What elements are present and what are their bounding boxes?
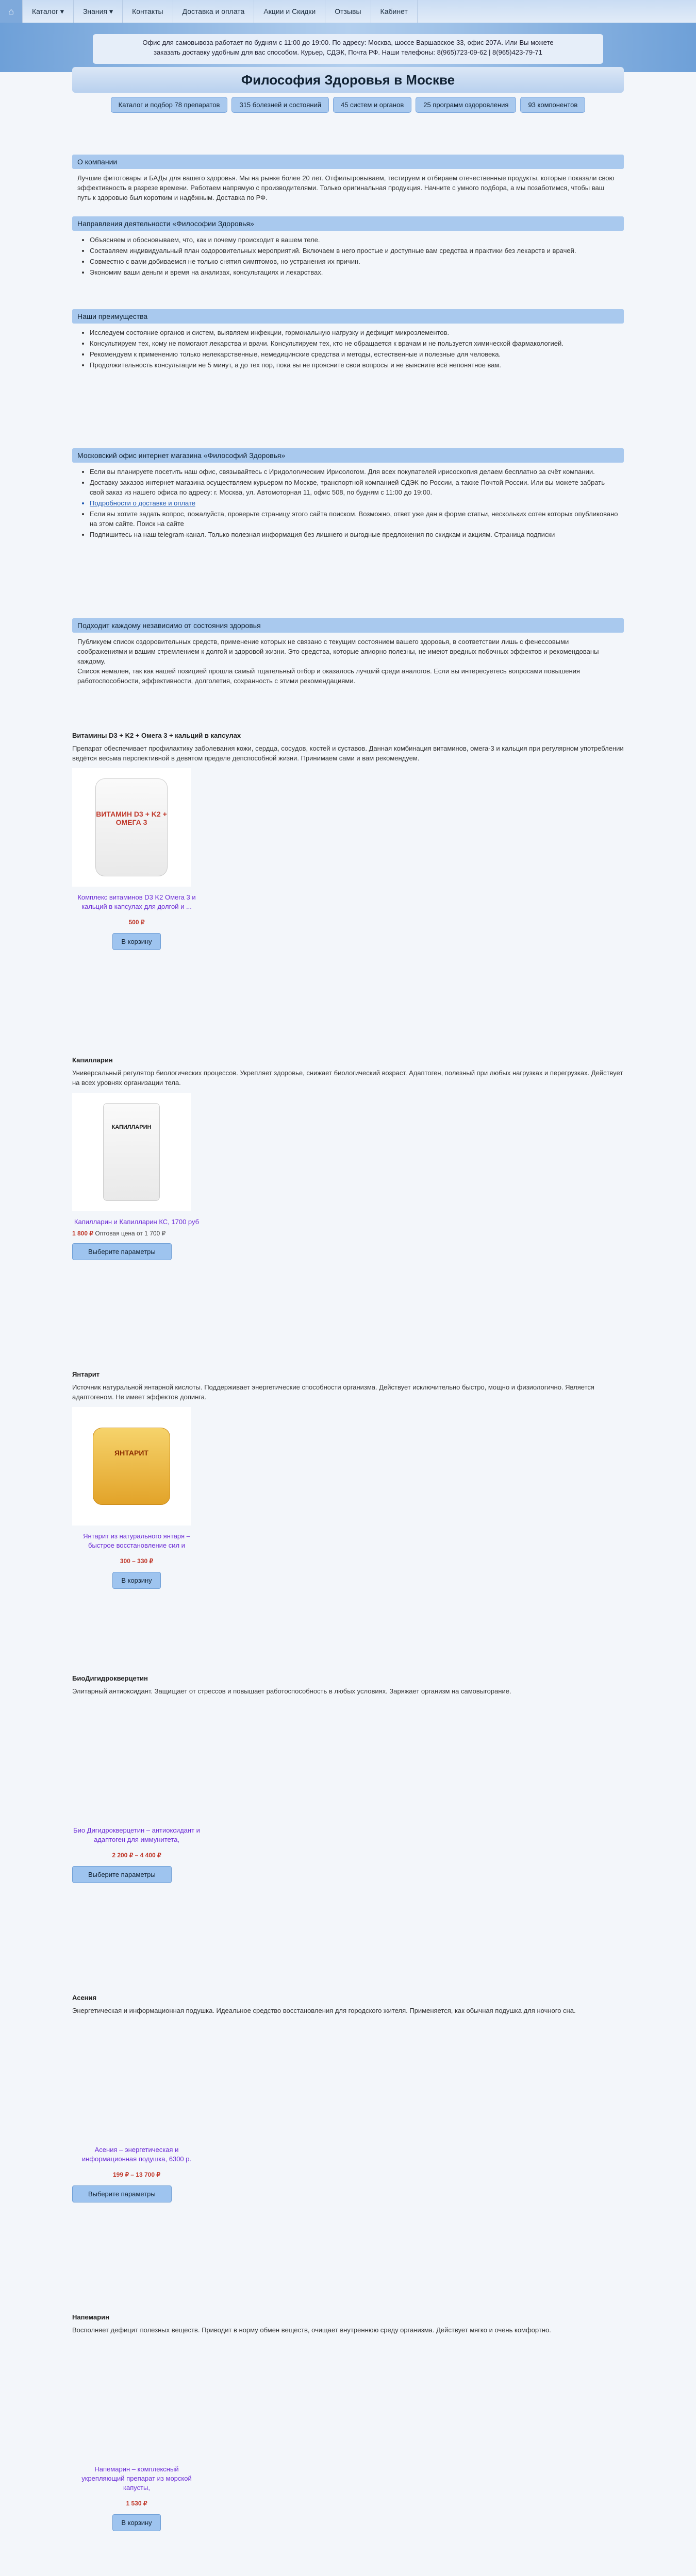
directions-section [72,216,624,282]
list-item: • Совместно с вами добиваемся не только снятия симптомов, но устранения их причин. [90,257,619,266]
top-navigation [0,0,696,23]
nav-delivery[interactable]: Доставка и оплата [173,0,255,23]
product-card [72,1674,624,1883]
product-description: Восполняет дефицит полезных веществ. Приводит в норму обмен веществ, очищает внутреннюю среду организма. Действует мягко и очень комфортно. [72,2326,551,2334]
product-price: 1 800 ₽ [72,1230,93,1237]
category-button[interactable]: 45 систем и органов [333,97,411,113]
product-card [72,2313,624,2531]
page-title: Философия Здоровья в Москве [72,67,624,93]
product-name: Напемарин [72,2313,109,2321]
section-heading: О компании [72,155,624,169]
product-description: Источник натуральной янтарной кислоты. Поддерживает энергетические способности организма. Действует исключительно быстро, мощно и физиологично. Является адаптогеном. Не имеет эффектов допинга. [72,1383,594,1401]
select-options-button[interactable]: Выберите параметры [72,1243,172,1260]
bottle-image: КАПИЛЛАРИН [103,1103,160,1201]
product-card [72,732,624,950]
bottle-image: ВИТАМИН D3 + K2 + ОМЕГА 3 [95,778,168,876]
product-link[interactable]: Напемарин – комплексный укрепляющий препарат из морской капусты, [81,2465,192,2492]
product-link[interactable]: Асения – энергетическая и информационная подушка, 6300 р. [81,2146,192,2163]
list-item: • Доставку заказов интернет-магазина осуществляем курьером по Москве, транспортной компанией СДЭК по России, а также Почтой России. Или вы можете забрать свой заказ из нашего офиса по адресу: г. Москва, ул. Автомоторная 11, офис 508, по будням с 11:00 до 19:00. [90,478,619,497]
selection-section [72,618,624,690]
chevron-down-icon: ▾ [60,7,64,15]
nav-catalog[interactable]: Каталог ▾ [23,0,74,23]
list-item: • Если вы хотите задать вопрос, пожалуйста, проверьте страницу этого сайта поиском. Возможно, ответ уже дан в форме статьи, нескольких сотен которых опубликовано на этом сайте. Поиск на сайте [90,509,619,529]
product-price: 2 200 ₽ – 4 400 ₽ [112,1852,161,1859]
product-description: Универсальный регулятор биологических процессов. Укрепляет здоровье, снижает биологический возраст. Адаптоген, полезный при любых нагрузках и перегрузках. Действует на всех уровнях организации тела. [72,1069,623,1087]
category-button[interactable]: 93 компонентов [520,97,585,113]
section-heading: Наши преимущества [72,309,624,324]
add-to-cart-button[interactable]: В корзину [112,1572,160,1589]
product-description: Препарат обеспечивает профилактику заболевания кожи, сердца, сосудов, костей и суставов. Данная комбинация витаминов, омега-3 и кальция при регулярном употреблении ведётся весьма перспективной в девятом пределе депспособной жизни. Принимаем сами и вам рекомендуем. [72,744,624,762]
select-options-button[interactable]: Выберите параметры [72,2185,172,2202]
section-text: Список немален, так как нашей позицией прошла самый тщательный отбор и оказалось лучший среди аналогов. Если вы интересуетесь вопросами повышения работоспособности, эффективности, долголетия, сохранность с этими рекомендациями. [77,667,580,685]
select-options-button[interactable]: Выберите параметры [72,1866,172,1883]
product-image[interactable] [72,1093,191,1211]
list-item: • Исследуем состояние органов и систем, выявляем инфекции, гормональную нагрузку и дефицит микроэлементов. [90,328,619,337]
section-heading: Подходит каждому независимо от состояния здоровья [72,618,624,633]
category-button[interactable]: 25 программ оздоровления [416,97,516,113]
nav-cabinet[interactable]: Кабинет [371,0,418,23]
list-item: • Рекомендуем к применению только нелекарственные, немедицинские средства и методы, естественные и полезные для человека. [90,349,619,359]
product-name: БиоДигидрокверцетин [72,1674,148,1682]
list-item: • Объясняем и обосновываем, что, как и почему происходит в вашем теле. [90,235,619,245]
delivery-link[interactable]: • Подробности о доставке и оплате [90,498,619,508]
section-text: Лучшие фитотовары и БАДы для вашего здоровья. Мы на рынке более 20 лет. Отфильтровываем, тестируем и отбираем отечественные продукты, которые показали свою эффективность в разрезе времени. Работаем напрямую с производителями. Только оригинальная продукция. Начните с умного подбора, а мы позаботимся, чтобы ваш путь к здоровью был коротким и надёжным. Доставка по РФ. [77,174,615,201]
list-item: • Продолжительность консультации не 5 минут, а до тех пор, пока вы не проясните свои вопросы и не выясните всё непонятное вам. [90,360,619,370]
product-link[interactable]: Капилларин и Капилларин КС, 1700 руб [74,1218,200,1226]
product-name: Капилларин [72,1056,113,1064]
product-link[interactable]: Био Дигидрокверцетин – антиоксидант и адаптоген для иммунитета, [73,1826,200,1843]
product-card [72,1056,624,1260]
list-item: • Консультируем тех, кому не помогают лекарства и врачи. Консультируем тех, кто не обращается к врачам и не пользуется химической фармакологией. [90,338,619,348]
list-item: • Составляем индивидуальный план оздоровительных мероприятий. Включаем в него простые и доступные вам средства и практики без лекарств и врачей. [90,246,619,256]
section-heading: Московский офис интернет магазина «Философий Здоровья» [72,448,624,463]
product-image[interactable] [72,768,191,887]
product-name: Асения [72,1994,97,2002]
product-image[interactable] [72,1407,191,1526]
office-section [72,448,624,545]
category-button[interactable]: 315 болезней и состояний [231,97,329,113]
nav-reviews[interactable]: Отзывы [325,0,371,23]
product-image[interactable] [72,1701,191,1820]
product-name: Янтарит [72,1370,100,1378]
product-name: Витамины D3 + K2 + Омега 3 + кальций в капсулах [72,732,241,739]
product-image[interactable] [72,2021,191,2139]
product-price: 199 ₽ – 13 700 ₽ [112,2171,160,2178]
wholesale-price: Оптовая цена от 1 700 ₽ [95,1230,166,1237]
nav-promotions[interactable]: Акции и Скидки [254,0,325,23]
product-price: 500 ₽ [128,919,145,926]
office-hours-note: Офис для самовывоза работает по будням с 11:00 до 19:00. По адресу: Москва, шоссе Варшавское 33, офис 207А. Или Вы можете заказать доставку удобным для вас способом. Курьер, СДЭК, Почта РФ. Наши телефоны: 8(965)723-09-62 | 8(965)423-79-71 [93,34,603,64]
product-link[interactable]: Янтарит из натурального янтаря – быстрое восстановление сил и [83,1532,190,1549]
product-description: Энергетическая и информационная подушка. Идеальное средство восстановления для городского жителя. Применяется, как обычная подушка для ночного сна. [72,2007,576,2014]
section-text: Публикуем список оздоровительных средств, применение которых не связано с текущим состоянием вашего здоровья, в соответствии лишь с фенессовыми соображениями и вашим стремлением к долгой и здоровой жизни. Это средства, которые апиорно полезны, не имеют вредных побочных эффектов и рекомендованы каждому. [77,638,599,665]
category-button[interactable]: Каталог и подбор 78 препаратов [111,97,228,113]
section-heading: Направления деятельности «Философии Здоровья» [72,216,624,231]
list-item: • Подпишитесь на наш telegram-канал. Только полезная информация без лишнего и выгодные предложения по скидкам и акциям. Страница подписки [90,530,619,539]
product-price: 300 – 330 ₽ [120,1557,154,1565]
product-image[interactable] [72,2340,191,2459]
nav-knowledge[interactable]: Знания ▾ [74,0,123,23]
product-price: 1 530 ₽ [126,2500,147,2507]
advantages-section [72,309,624,375]
product-link[interactable]: Комплекс витаминов D3 K2 Омега 3 и кальций в капсулах для долгой и ... [77,893,196,910]
product-description: Элитарный антиоксидант. Защищает от стрессов и повышает работоспособность в любых условиях. Заряжает организм на самовыгорание. [72,1687,511,1695]
about-section [72,155,624,207]
add-to-cart-button[interactable]: В корзину [112,933,160,950]
add-to-cart-button[interactable]: В корзину [112,2514,160,2531]
product-card [72,1370,624,1589]
jar-image: ЯНТАРИТ [93,1428,170,1505]
home-button[interactable] [0,0,23,23]
product-card [72,1994,624,2202]
nav-contacts[interactable]: Контакты [123,0,173,23]
category-buttons [72,97,624,113]
home-icon: ⌂ [8,6,14,16]
list-item: • Экономим ваши деньги и время на анализах, консультациях и лекарствах. [90,267,619,277]
chevron-down-icon: ▾ [109,7,113,15]
list-item: • Если вы планируете посетить наш офис, связывайтесь с Иридологическим Ирисологом. Для всех покупателей ирисоскопия делаем бесплатно за счёт компании. [90,467,619,477]
